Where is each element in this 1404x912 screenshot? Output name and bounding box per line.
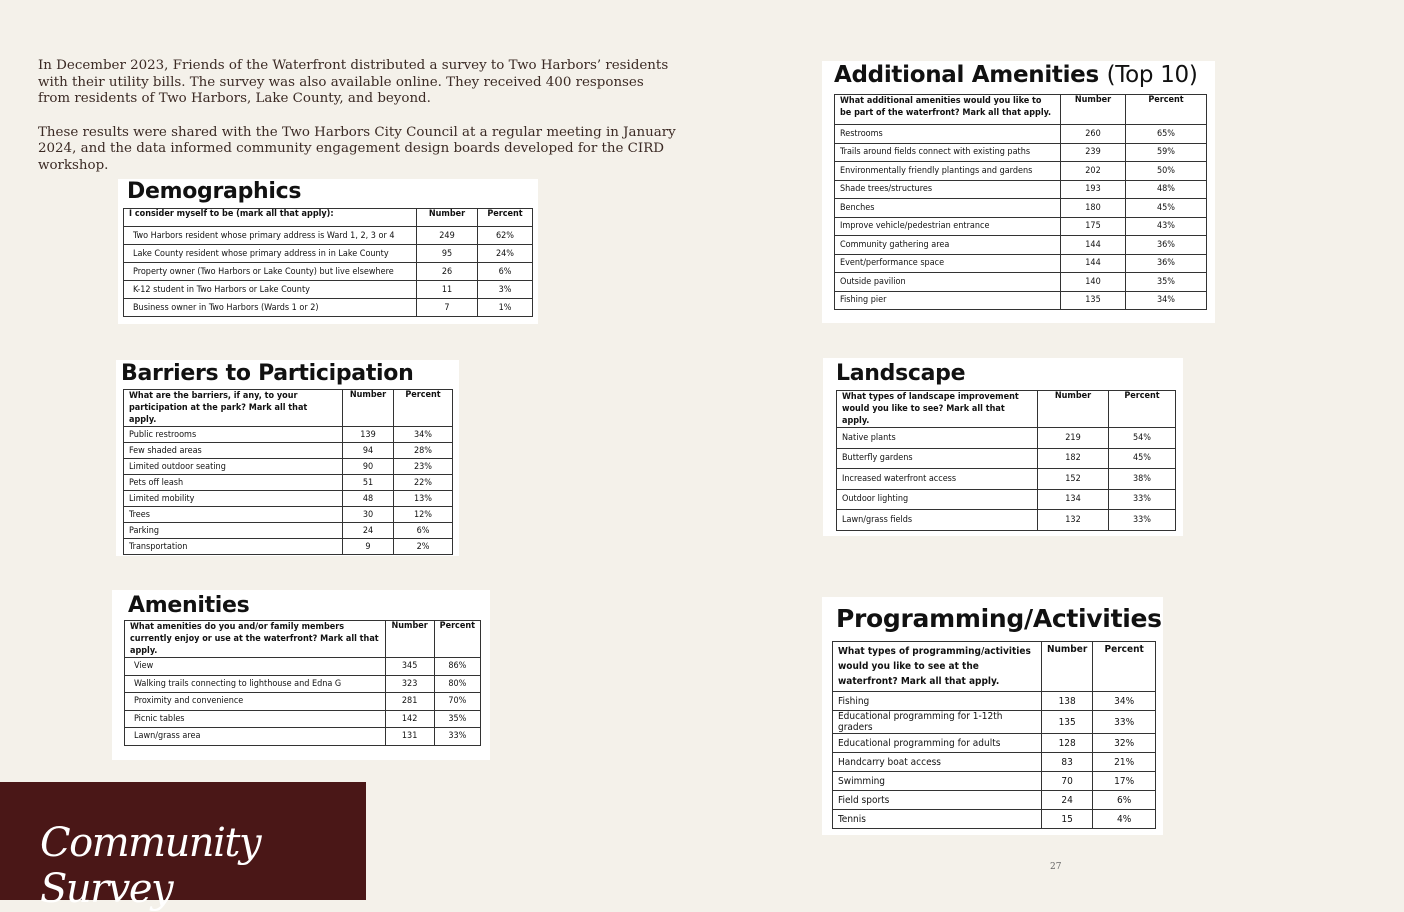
row-label: K-12 student in Two Harbors or Lake County [124,281,417,299]
row-label: Environmentally friendly plantings and gardens [835,162,1061,181]
row-percent: 43% [1126,217,1207,236]
question-header: What additional amenities would you like to be part of the waterfront? Mark all that apply. [835,95,1061,125]
row-number: 193 [1061,180,1126,199]
row-percent: 22% [394,475,453,491]
row-percent: 45% [1126,199,1207,218]
table-row [835,291,1207,310]
row-number: 281 [385,693,434,711]
table-row [833,791,1156,810]
row-label: Educational programming for 1-12th graders [833,711,1042,734]
table-header-row [837,391,1176,428]
row-number: 138 [1042,692,1093,711]
row-label: Fishing [833,692,1042,711]
row-percent: 12% [394,507,453,523]
table-row [124,263,533,281]
row-percent: 48% [1126,180,1207,199]
table-row [125,658,481,676]
additional-amenities-title-main: Additional Amenities [834,62,1099,88]
row-number: 51 [343,475,394,491]
row-percent: 17% [1093,772,1156,791]
row-number: 260 [1061,125,1126,144]
row-label: Trees [124,507,343,523]
question-header: I consider myself to be (mark all that apply): [124,209,417,227]
demographics-card [118,179,538,324]
row-number: 70 [1042,772,1093,791]
table-row [835,273,1207,292]
table-row [835,143,1207,162]
additional-amenities-table [834,94,1207,310]
row-percent: 70% [434,693,480,711]
table-row [837,428,1176,449]
table-header-row [833,642,1156,692]
barriers-title: Barriers to Participation [121,361,414,386]
row-number: 132 [1038,510,1109,531]
row-percent: 38% [1109,469,1176,490]
table-header-row [835,95,1207,125]
row-percent: 4% [1093,810,1156,829]
row-number: 134 [1038,489,1109,510]
table-row [833,692,1156,711]
row-label: Parking [124,523,343,539]
row-number: 83 [1042,753,1093,772]
table-row [124,427,453,443]
table-row [833,772,1156,791]
row-percent: 24% [478,245,533,263]
row-percent: 65% [1126,125,1207,144]
row-label: Two Harbors resident whose primary address is Ward 1, 2, 3 or 4 [124,227,417,245]
additional-amenities-card [822,61,1215,323]
row-number: 139 [343,427,394,443]
row-percent: 33% [434,728,480,746]
row-label: Tennis [833,810,1042,829]
table-row [124,507,453,523]
row-percent: 2% [394,539,453,555]
table-header-row [124,390,453,427]
percent-header: Percent [478,209,533,227]
row-percent: 62% [478,227,533,245]
table-row [835,254,1207,273]
question-header: What are the barriers, if any, to your participation at the park? Mark all that apply. [124,390,343,427]
row-number: 345 [385,658,434,676]
table-row [837,469,1176,490]
row-label: Public restrooms [124,427,343,443]
table-row [835,162,1207,181]
row-number: 182 [1038,448,1109,469]
row-label: Business owner in Two Harbors (Wards 1 or 2) [124,299,417,317]
landscape-card [823,358,1183,536]
number-header: Number [1038,391,1109,428]
row-number: 24 [1042,791,1093,810]
table-row [125,675,481,693]
row-number: 144 [1061,254,1126,273]
table-row [124,245,533,263]
row-number: 26 [417,263,478,281]
row-percent: 34% [1093,692,1156,711]
row-label: Handcarry boat access [833,753,1042,772]
row-percent: 28% [394,443,453,459]
additional-amenities-title [834,61,1198,89]
row-number: 15 [1042,810,1093,829]
percent-header: Percent [1109,391,1176,428]
landscape-table [836,390,1176,531]
table-header-row [124,209,533,227]
row-number: 24 [343,523,394,539]
row-label: Limited outdoor seating [124,459,343,475]
row-label: Trails around fields connect with existing paths [835,143,1061,162]
question-header: What types of programming/activities would you like to see at the waterfront? Mark all that apply. [833,642,1042,692]
amenities-title: Amenities [128,593,250,618]
row-label: Outdoor lighting [837,489,1038,510]
row-label: Lake County resident whose primary address in in Lake County [124,245,417,263]
table-row [835,236,1207,255]
table-row [833,734,1156,753]
programming-title: Programming/Activities [836,604,1162,633]
footer-band [0,782,366,912]
number-header: Number [1061,95,1126,125]
row-percent: 35% [434,710,480,728]
row-number: 135 [1042,711,1093,734]
row-number: 140 [1061,273,1126,292]
page-number: 27 [1050,862,1062,872]
row-number: 323 [385,675,434,693]
additional-amenities-title-suffix: (Top 10) [1106,62,1198,88]
percent-header: Percent [394,390,453,427]
row-label: Community gathering area [835,236,1061,255]
programming-table [832,641,1156,829]
row-number: 94 [343,443,394,459]
row-percent: 21% [1093,753,1156,772]
row-percent: 3% [478,281,533,299]
row-label: Lawn/grass area [125,728,386,746]
demographics-title: Demographics [127,179,302,204]
row-percent: 33% [1093,711,1156,734]
row-percent: 50% [1126,162,1207,181]
row-label: Outside pavilion [835,273,1061,292]
table-row [124,491,453,507]
table-row [835,217,1207,236]
row-number: 152 [1038,469,1109,490]
row-label: Few shaded areas [124,443,343,459]
table-row [835,125,1207,144]
number-header: Number [1042,642,1093,692]
row-number: 95 [417,245,478,263]
row-percent: 13% [394,491,453,507]
row-number: 219 [1038,428,1109,449]
row-percent: 23% [394,459,453,475]
row-number: 239 [1061,143,1126,162]
question-header: What types of landscape improvement would you like to see? Mark all that apply. [837,391,1038,428]
row-label: Pets off leash [124,475,343,491]
row-number: 128 [1042,734,1093,753]
table-row [124,539,453,555]
row-label: Improve vehicle/pedestrian entrance [835,217,1061,236]
table-row [124,443,453,459]
table-row [124,459,453,475]
question-header: What amenities do you and/or family members currently enjoy or use at the waterfront? Mark all that apply. [125,621,386,658]
table-row [837,510,1176,531]
row-number: 142 [385,710,434,728]
row-label: Limited mobility [124,491,343,507]
percent-header: Percent [1126,95,1207,125]
row-label: Event/performance space [835,254,1061,273]
amenities-table [124,620,481,746]
number-header: Number [385,621,434,658]
row-label: Increased waterfront access [837,469,1038,490]
row-label: Property owner (Two Harbors or Lake County) but live elsewhere [124,263,417,281]
row-number: 7 [417,299,478,317]
percent-header: Percent [1093,642,1156,692]
row-percent: 36% [1126,236,1207,255]
row-number: 202 [1061,162,1126,181]
row-percent: 32% [1093,734,1156,753]
row-percent: 54% [1109,428,1176,449]
row-number: 175 [1061,217,1126,236]
row-percent: 86% [434,658,480,676]
number-header: Number [417,209,478,227]
row-label: Butterfly gardens [837,448,1038,469]
row-percent: 80% [434,675,480,693]
row-number: 135 [1061,291,1126,310]
table-row [837,448,1176,469]
page-title: Community Survey [40,820,261,912]
row-number: 30 [343,507,394,523]
percent-header: Percent [434,621,480,658]
amenities-card [112,590,490,760]
row-percent: 36% [1126,254,1207,273]
table-row [833,711,1156,734]
row-percent: 6% [394,523,453,539]
row-number: 11 [417,281,478,299]
row-label: Walking trails connecting to lighthouse and Edna G [125,675,386,693]
row-percent: 1% [478,299,533,317]
row-number: 144 [1061,236,1126,255]
row-percent: 59% [1126,143,1207,162]
table-header-row [125,621,481,658]
table-row [837,489,1176,510]
programming-card [822,597,1163,835]
row-percent: 45% [1109,448,1176,469]
table-row [835,199,1207,218]
table-row [124,475,453,491]
table-row [125,693,481,711]
table-row [124,227,533,245]
number-header: Number [343,390,394,427]
row-percent: 34% [394,427,453,443]
table-row [124,281,533,299]
row-label: Benches [835,199,1061,218]
row-number: 90 [343,459,394,475]
row-percent: 33% [1109,510,1176,531]
row-label: Educational programming for adults [833,734,1042,753]
row-label: View [125,658,386,676]
table-row [125,710,481,728]
table-row [125,728,481,746]
barriers-card [116,360,459,556]
table-row [124,299,533,317]
landscape-title: Landscape [836,361,966,386]
row-percent: 6% [1093,791,1156,810]
row-label: Picnic tables [125,710,386,728]
row-label: Native plants [837,428,1038,449]
row-label: Swimming [833,772,1042,791]
row-label: Restrooms [835,125,1061,144]
demographics-table [123,208,533,317]
row-number: 180 [1061,199,1126,218]
intro-paragraph-2: These results were shared with the Two Harbors City Council at a regular meeting in January 2024, and the data informed community engagement design boards developed for the CIRD workshop. [38,124,676,173]
row-percent: 34% [1126,291,1207,310]
row-label: Proximity and convenience [125,693,386,711]
row-number: 249 [417,227,478,245]
row-label: Lawn/grass fields [837,510,1038,531]
barriers-table [123,389,453,555]
row-number: 9 [343,539,394,555]
table-row [833,810,1156,829]
table-row [835,180,1207,199]
row-number: 131 [385,728,434,746]
table-row [124,523,453,539]
row-percent: 6% [478,263,533,281]
table-row [833,753,1156,772]
intro-text [38,58,678,192]
row-number: 48 [343,491,394,507]
row-label: Field sports [833,791,1042,810]
row-label: Fishing pier [835,291,1061,310]
intro-paragraph-1: In December 2023, Friends of the Waterfront distributed a survey to Two Harbors’ residents with their utility bills. The survey was also available online. They received 400 responses from residents of Two Harbors, Lake County, and beyond. [38,58,669,107]
row-label: Shade trees/structures [835,180,1061,199]
row-percent: 33% [1109,489,1176,510]
row-percent: 35% [1126,273,1207,292]
row-label: Transportation [124,539,343,555]
